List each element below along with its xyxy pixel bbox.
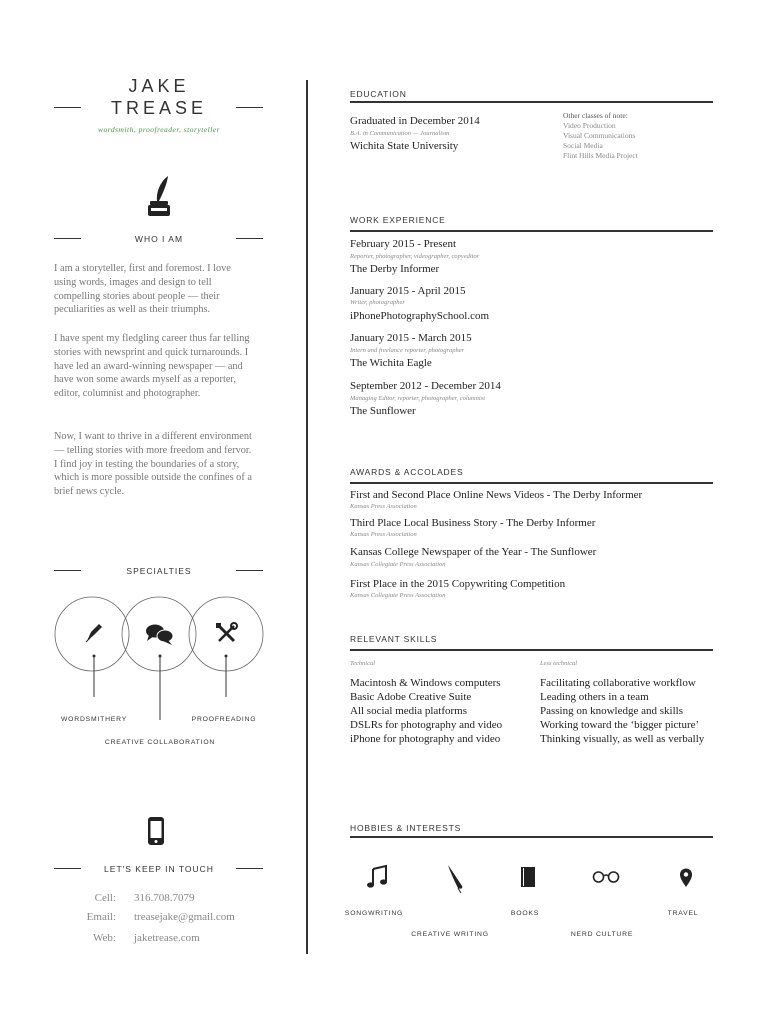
other-class-2: Visual Communications [563,131,636,140]
job-4-org: The Sunflower [350,405,416,417]
column-divider [306,80,308,954]
award-4-title: First Place in the 2015 Copywriting Competition [350,578,566,590]
soft-skill-4: Working toward the ‘bigger picture’ [540,719,700,731]
job-4-role: Managing Editor, reporter, photographer, columnist [350,395,485,402]
hobby-songwriting: SONGWRITING [344,910,404,917]
book-icon [520,867,536,888]
job-1-org: The Derby Informer [350,263,440,275]
contact-web-label: Web: [93,932,116,944]
glasses-icon [592,871,620,883]
hobbies-heading: HOBBIES & INTERESTS [350,823,462,833]
specialty-wordsmithery: WORDSMITHERY [60,716,128,723]
specialty-proofreading: PROOFREADING [191,716,257,723]
location-pin-icon [679,868,693,888]
job-3-org: The Wichita Eagle [350,357,432,369]
work-rule [350,230,713,232]
tech-skill-5: iPhone for photography and video [350,733,501,745]
job-3-dates: January 2015 - March 2015 [350,332,472,344]
about-paragraph-1: I am a storyteller, first and foremost. I love using words, images and design to tell compelling stories about people — their peculiarities as well as their triumphs. [54,263,231,316]
award-4-org: Kansas Collegiate Press Association [350,592,446,599]
job-2-org: iPhonePhotographySchool.com [350,310,490,322]
award-1-title: First and Second Place Online News Videos - The Derby Informer [350,489,643,501]
contact-heading: LET'S KEEP IN TOUCH [104,864,214,874]
education-school: Wichita State University [350,140,459,152]
education-rule [350,101,713,103]
specialties-heading: SPECIALTIES [126,566,192,576]
first-name: JAKE [128,76,190,96]
tools-icon [216,623,237,641]
job-1-dates: February 2015 - Present [350,238,457,250]
name-rule-right [236,107,263,108]
contact-email-value[interactable]: treasejake@gmail.com [134,911,235,923]
tech-skill-4: DSLRs for photography and video [350,719,503,731]
contact-web-value[interactable]: jaketrease.com [134,932,200,944]
hobby-creative-writing: CREATIVE WRITING [411,931,489,938]
job-3-role: Intern and freelance reporter, photographer [350,347,465,354]
hobbies-rule [350,836,713,838]
pen-nib-icon [86,624,102,642]
other-class-4: Flint Hills Media Project [563,151,638,160]
tech-skill-1: Macintosh & Windows computers [350,677,501,689]
inkwell-quill-icon [147,175,171,217]
other-class-1: Video Production [563,121,616,130]
education-graduated: Graduated in December 2014 [350,115,480,127]
other-classes-title: Other classes of note: [563,111,628,120]
work-heading: WORK EXPERIENCE [350,215,446,225]
about-rule-right [236,238,263,239]
skills-technical-label: Technical [350,660,376,667]
job-2-dates: January 2015 - April 2015 [350,285,466,297]
soft-skill-2: Leading others in a team [540,691,649,703]
soft-skill-5: Thinking visually, as well as verbally [540,733,705,745]
education-heading: EDUCATION [350,89,407,99]
job-4-dates: September 2012 - December 2014 [350,380,501,392]
quill-icon [446,864,464,894]
specialties-rule-right [236,570,263,571]
award-2-org: Kansas Press Association [350,531,417,538]
contact-cell-label: Cell: [94,892,116,904]
tech-skill-3: All social media platforms [350,705,467,717]
music-note-icon [367,866,387,888]
contact-cell-value[interactable]: 316.708.7079 [134,892,195,904]
phone-icon [147,816,165,846]
specialty-creative-collaboration: CREATIVE COLLABORATION [104,739,216,746]
award-3-title: Kansas College Newspaper of the Year - The Sunflower [350,546,597,558]
job-2-role: Writer, photographer [350,299,405,306]
contact-email-label: Email: [86,911,116,923]
skills-heading: RELEVANT SKILLS [350,634,438,644]
last-name: TREASE [110,98,208,118]
about-paragraph-3: Now, I want to thrive in a different environment — telling stories with more freedom and fervor. I find joy in testing the boundaries of a story, which is more possible outside the confines of a brief news cycle. [54,431,252,498]
soft-skill-1: Facilitating collaborative workflow [540,677,696,689]
education-degree: B.A. in Communication — Journalism [350,130,450,137]
contact-rule-right [236,868,263,869]
award-1-org: Kansas Press Association [350,503,417,510]
skills-less-technical-label: Less technical [540,660,578,667]
tagline: wordsmith, proofreader, storyteller [97,125,221,134]
about-paragraph-2: I have spent my fledgling career thus far telling stories with newsprint and quick turnarounds. I have led an award-winning newspaper — and have won some awards myself as a reporter, editor, columnist and photographer. [54,333,250,400]
about-heading: WHO I AM [134,234,184,244]
hobby-books: BOOKS [510,910,540,917]
specialties-venn-diagram [50,592,270,722]
award-3-org: Kansas Collegiate Press Association [350,561,446,568]
hobby-travel: TRAVEL [667,910,699,917]
speech-bubbles-icon [146,625,173,646]
other-class-3: Social Media [563,141,603,150]
award-2-title: Third Place Local Business Story - The Derby Informer [350,517,596,529]
awards-rule [350,482,713,484]
skills-rule [350,649,713,651]
awards-heading: AWARDS & ACCOLADES [350,467,464,477]
soft-skill-3: Passing on knowledge and skills [540,705,683,717]
job-1-role: Reporter, photographer, videographer, copyeditor [350,253,480,260]
tech-skill-2: Basic Adobe Creative Suite [350,691,472,703]
hobby-nerd-culture: NERD CULTURE [570,931,634,938]
